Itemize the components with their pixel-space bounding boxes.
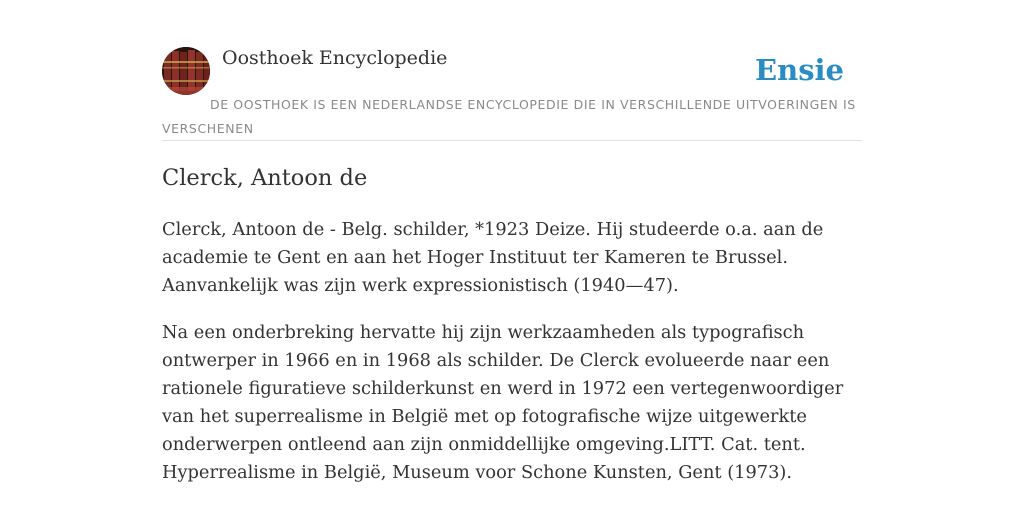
encyclopedia-books-icon[interactable] bbox=[162, 47, 210, 95]
site-tagline: DE OOSTHOEK IS EEN NEDERLANDSE ENCYCLOPEDIE DIE IN VERSCHILLENDE UITVOERINGEN IS VERSCHENEN bbox=[162, 97, 856, 136]
article bbox=[162, 160, 872, 483]
site-header bbox=[162, 46, 862, 141]
site-title[interactable]: Oosthoek Encyclopedie bbox=[222, 47, 448, 69]
article-paragraph: Na een onderbreking hervatte hij zijn werkzaamheden als typografisch ontwerper in 1966 en in 1968 als schilder. De Clerck evolueerde naar een rationele figuratieve schilderkunst en werd in 1972 een vertegenwoordiger van het superrealisme in België met op fotografische wijze uitgewerkte onderwerpen ontleend aan zijn onmiddellijke omgeving.LITT. Cat. tent. Hyperrealisme in België, Museum voor Schone Kunsten, Gent (1973). bbox=[162, 322, 844, 483]
article-title: Clerck, Antoon de bbox=[162, 165, 368, 191]
brand-logo-link[interactable]: Ensie bbox=[755, 53, 844, 87]
article-paragraph: Clerck, Antoon de - Belg. schilder, *1923 Deize. Hij studeerde o.a. aan de academie te Gent en aan het Hoger Instituut ter Kameren te Brussel. Aanvankelijk was zijn werk expressionistisch (1940—47). bbox=[162, 219, 824, 296]
